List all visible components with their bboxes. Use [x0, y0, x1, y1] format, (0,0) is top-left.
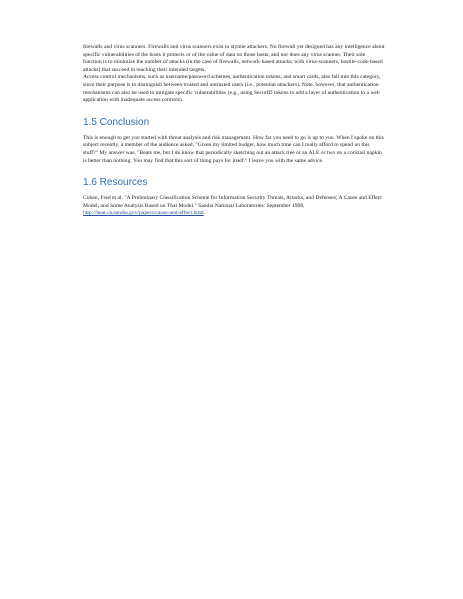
- resource-citation: [83, 195, 385, 218]
- intro-paragraph-firewalls: firewalls and virus scanners. Firewalls and virus scanners exist to stymie attackers. No firewall yet designed has any intelligence about specific vulnerabilities of the hosts it protects or of the value of data on those hosts, and nor does any virus scanner. Their sole function is to minimize the number of attacks (in the case of firewalls, network-based attacks; with virus-scanners, hostile-code-based attacks) that succeed in reaching their intended targets.: [83, 44, 385, 73]
- resource-citation-text: Cohen, Fred et al. "A Preliminary Classification Scheme for Information Security Threats, Attacks, and Defenses; A Cause and Effect Model; and Some Analysis Based on That Model." Sandia National Laboratories: September 1998,: [83, 195, 382, 209]
- section-heading-conclusion: 1.5 Conclusion: [83, 116, 150, 128]
- intro-paragraph-access-control: Access control mechanisms, such as username/password schemes, authentication tokens, and smart cards, also fall into this category, since their purpose is to distinguish between trusted and untrusted users (i.e., potential attackers). Note, however, that authentication mechanisms can also be used to mitigate specific vulnerabilities (e.g., using SecurID tokens to add a layer of authentication to a web application with inadequate access controls).: [83, 74, 381, 104]
- resource-citation-end: .: [203, 210, 206, 217]
- resource-link[interactable]: http://heat.ca.sandia.gov/papers/cause-and-effect.html: [83, 210, 204, 217]
- conclusion-paragraph: This is enough to get you started with threat analysis and risk management. How far you need to go is up to you. When I spoke on this subject recently, a member of the audience asked, "Given my limited budget, how much time can I really afford to spend on this stuff?" My answer was, "Beats me, but I do know that periodically sketching out an attack tree or an ALE or two on a cocktail napkin is better than nothing. You may find that this sort of thing pays for itself." I leave you with the same advice.: [83, 134, 384, 164]
- document-page: [83, 44, 385, 218]
- section-heading-resources: 1.6 Resources: [83, 177, 148, 189]
